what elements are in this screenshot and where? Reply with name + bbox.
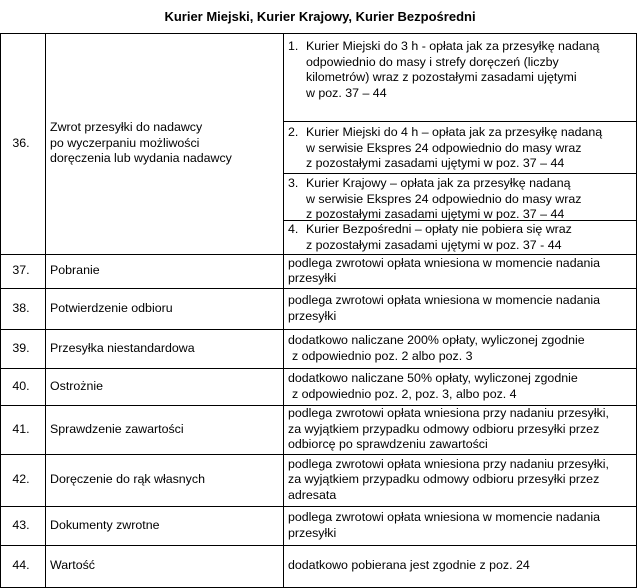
desc-line: przesyłki — [288, 271, 337, 285]
row-name: Pobranie — [50, 263, 100, 278]
item-number: 2. — [288, 125, 299, 139]
desc-line: podlega zwrotowi opłata wniesiona w momencie nadania — [288, 293, 601, 307]
row-36-item-4 — [288, 222, 633, 253]
desc-line: podlega zwrotowi opłata wniesiona przy nadaniu przesyłki, — [288, 406, 609, 421]
item-line: Kurier Krajowy – opłata jak za przesyłkę nadaną — [306, 176, 571, 190]
tariff-table — [0, 33, 637, 588]
row-name: Doręczenie do rąk własnych — [50, 472, 205, 487]
row-number: 40. — [12, 378, 30, 393]
row-number: 39. — [12, 340, 30, 355]
row-description — [288, 545, 636, 587]
item-line: Kurier Miejski do 3 h - opłata jak za przesyłkę nadaną — [306, 39, 600, 53]
row-name: Przesyłka niestandardowa — [50, 340, 195, 355]
row-description — [288, 254, 636, 288]
row-36-name-line: Zwrot przesyłki do nadawcy — [50, 120, 203, 135]
row-description — [288, 454, 636, 506]
desc-line: odbiorcę po sprawdzeniu zawartości — [288, 437, 488, 452]
row-name: Sprawdzenie zawartości — [50, 421, 184, 436]
desc-line: za wyjątkiem przypadku odmowy odbioru przesyłki przez — [288, 472, 600, 487]
row-36-name-line: po wyczerpaniu możliwości — [50, 135, 200, 150]
item-line: z pozostałymi zasadami ujętymi w poz. 37 - 44 — [306, 237, 562, 252]
desc-line: z odpowiednio poz. 2 albo poz. 3 — [292, 348, 473, 363]
item-line: z pozostałymi zasadami ujętymi w poz. 37 – 44 — [306, 207, 565, 221]
row-number: 42. — [12, 472, 30, 487]
row-36-name-line: doręczenia lub wydania nadawcy — [50, 151, 232, 166]
row-name: Potwierdzenie odbioru — [50, 300, 173, 315]
desc-line: dodatkowo naliczane 50% opłaty, wyliczonej zgodnie — [288, 371, 578, 385]
table-title: Kurier Miejski, Kurier Krajowy, Kurier Bezpośredni — [164, 9, 476, 24]
desc-line: przesyłki — [288, 525, 337, 540]
desc-line: z odpowiednio poz. 2, poz. 3, albo poz. 4 — [292, 386, 517, 401]
row-36-item-3 — [288, 176, 633, 223]
row-description — [288, 329, 636, 368]
item-number: 1. — [288, 39, 299, 53]
row-name: Dokumenty zwrotne — [50, 517, 160, 532]
row-name: Wartość — [50, 558, 95, 573]
desc-line: podlega zwrotowi opłata wniesiona w momencie nadania — [288, 510, 601, 524]
row-36-name — [50, 33, 278, 254]
item-line: z pozostałymi zasadami ujętymi w poz. 37 – 44 — [306, 156, 565, 170]
row-36-item-2 — [288, 125, 633, 172]
item-line: w serwisie Ekspres 24 odpowiednio do masy wraz — [306, 140, 582, 155]
row-number: 43. — [12, 517, 30, 532]
item-line: kilometrów) wraz z pozostałymi zasadami ujętymi — [306, 70, 577, 84]
row-description — [288, 506, 636, 545]
desc-line: przesyłki — [288, 308, 337, 323]
item-line: Kurier Miejski do 4 h – opłata jak za przesyłkę nadaną — [306, 125, 603, 139]
row-36-number: 36. — [12, 135, 30, 150]
row-description — [288, 368, 636, 405]
row-number: 44. — [12, 558, 30, 573]
item-line: odpowiednio do masy i strefy doręczeń (liczby — [306, 54, 559, 69]
row-number: 37. — [12, 263, 30, 278]
desc-line: dodatkowo naliczane 200% opłaty, wyliczonej zgodnie — [288, 333, 585, 347]
desc-line: dodatkowo pobierana jest zgodnie z poz. 24 — [288, 558, 530, 573]
row-description — [288, 288, 636, 329]
item-line: w poz. 37 – 44 — [306, 85, 387, 100]
item-number: 3. — [288, 176, 299, 190]
desc-line: podlega zwrotowi opłata wniesiona w momencie nadania — [288, 255, 601, 270]
row-number: 38. — [12, 300, 30, 315]
row-36-item-1 — [288, 39, 633, 101]
desc-line: za wyjątkiem przypadku odmowy odbioru przesyłki przez — [288, 421, 600, 436]
item-number: 4. — [288, 222, 299, 236]
desc-line: podlega zwrotowi opłata wniesiona przy nadaniu przesyłki, — [288, 456, 609, 471]
item-line: w serwisie Ekspres 24 odpowiednio do masy wraz — [306, 191, 582, 206]
row-number: 41. — [12, 421, 30, 436]
desc-line: adresata — [288, 487, 337, 502]
row-name: Ostrożnie — [50, 378, 104, 393]
row-description — [288, 405, 636, 454]
item-line: Kurier Bezpośredni – opłaty nie pobiera się wraz — [306, 222, 572, 236]
